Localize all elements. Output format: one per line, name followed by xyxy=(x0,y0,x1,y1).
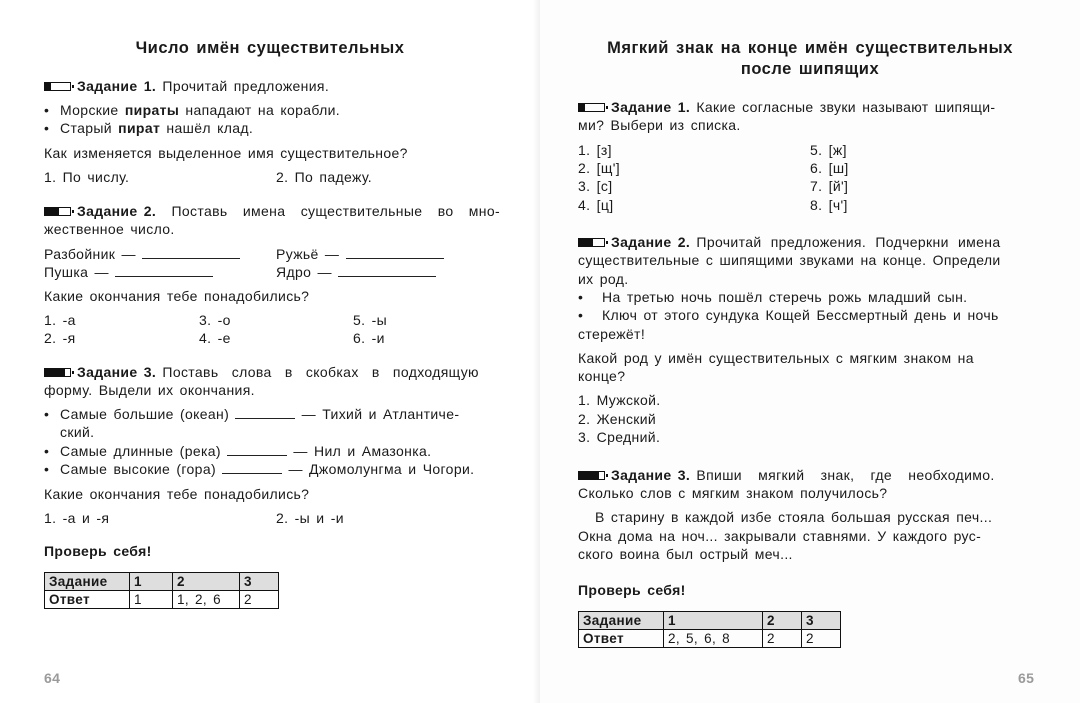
right-page xyxy=(540,0,1080,703)
question: Какие окончания тебе понадобились? xyxy=(44,288,310,304)
option[interactable]: 4. [ц] xyxy=(578,197,614,213)
task-3 xyxy=(578,466,995,485)
table-cell: Задание xyxy=(579,612,664,630)
sentence: • Морские пираты нападают на корабли. xyxy=(44,101,340,120)
passage-line[interactable]: Окна дома на ноч... закрывали ставнями. У каждого рус- xyxy=(578,528,982,544)
difficulty-battery-icon xyxy=(578,103,605,112)
task-2 xyxy=(578,233,1000,252)
page-title-cont: после шипящих xyxy=(740,60,880,78)
sentence-cont: стережёт! xyxy=(578,326,646,342)
table-cell: 1 xyxy=(130,591,173,609)
check-title: Проверь себя! xyxy=(44,543,152,559)
table-row xyxy=(579,630,841,648)
task-label: Задание 2. xyxy=(611,234,691,251)
option[interactable]: 6. -и xyxy=(353,330,385,346)
option[interactable]: 7. [й'] xyxy=(810,178,849,194)
table-cell: Ответ xyxy=(45,591,130,609)
table-cell: 3 xyxy=(240,573,279,591)
option[interactable]: 1. [з] xyxy=(578,142,612,158)
option[interactable]: 5. -ы xyxy=(353,312,388,328)
table-cell: 3 xyxy=(802,612,841,630)
sentence: • Ключ от этого сундука Кощей Бессмертный день и ночь xyxy=(578,306,999,325)
option[interactable]: 5. [ж] xyxy=(810,142,847,158)
option[interactable]: 2. -я xyxy=(44,330,76,346)
passage-line[interactable]: ского воина был острый меч... xyxy=(578,546,793,562)
page-number: 64 xyxy=(44,670,61,686)
difficulty-battery-icon xyxy=(44,207,71,216)
difficulty-battery-icon xyxy=(44,368,71,377)
task-text-cont: жественное число. xyxy=(44,221,175,237)
option[interactable]: 3. Средний. xyxy=(578,429,661,445)
question-cont: конце? xyxy=(578,368,626,384)
table-cell: 2 xyxy=(173,573,240,591)
option[interactable]: 1. -а xyxy=(44,312,76,328)
table-cell: 2 xyxy=(802,630,841,648)
task-1 xyxy=(578,98,995,117)
task-text: Какие согласные звуки называют шипящи- xyxy=(696,99,996,115)
option[interactable]: 1. -а и -я xyxy=(44,510,110,526)
option[interactable]: 2. [щ'] xyxy=(578,160,620,176)
sentence: • Старый пират нашёл клад. xyxy=(44,119,253,138)
task-text-cont: ми? Выбери из списка. xyxy=(578,117,741,133)
word-with-blank[interactable]: Разбойник — xyxy=(44,245,240,264)
task-label: Задание 3. xyxy=(611,467,691,484)
option[interactable]: 3. [с] xyxy=(578,178,613,194)
question: Как изменяется выделенное имя существительное? xyxy=(44,145,408,161)
table-cell: 1 xyxy=(130,573,173,591)
task-text-cont: существительные с шипящими звуками на конце. Определи xyxy=(578,252,1001,268)
task-text-cont: форму. Выдели их окончания. xyxy=(44,382,255,398)
table-cell: 2 xyxy=(763,612,802,630)
task-3 xyxy=(44,363,479,382)
question: Какие окончания тебе понадобились? xyxy=(44,486,310,502)
page-title: Число имён существительных xyxy=(135,39,405,57)
option[interactable]: 1. По числу. xyxy=(44,169,130,185)
fill-in-item[interactable]: • Самые большие (океан) — Тихий и Атлантиче- xyxy=(44,405,459,424)
table-cell: 2, 5, 6, 8 xyxy=(664,630,763,648)
answer-table xyxy=(578,611,841,648)
fill-in-item[interactable]: • Самые длинные (река) — Нил и Амазонка. xyxy=(44,442,431,461)
option[interactable]: 4. -е xyxy=(199,330,231,346)
task-label: Задание 1. xyxy=(611,99,691,116)
question: Какой род у имён существительных с мягким знаком на xyxy=(578,350,974,366)
page-number: 65 xyxy=(1018,670,1035,686)
table-cell: 2 xyxy=(763,630,802,648)
option[interactable]: 6. [ш] xyxy=(810,160,849,176)
fill-in-item-cont: ский. xyxy=(60,424,95,440)
option[interactable]: 2. -ы и -и xyxy=(276,510,344,526)
difficulty-battery-icon xyxy=(578,471,605,480)
task-2 xyxy=(44,202,500,221)
page-title: Мягкий знак на конце имён существительных xyxy=(607,39,1013,57)
table-row xyxy=(579,612,841,630)
option[interactable]: 3. -о xyxy=(199,312,231,328)
task-label: Задание 3. xyxy=(77,364,157,381)
difficulty-battery-icon xyxy=(578,238,605,247)
table-cell: 1, 2, 6 xyxy=(173,591,240,609)
sentence: • На третью ночь пошёл стеречь рожь младший сын. xyxy=(578,288,967,307)
option[interactable]: 2. По падежу. xyxy=(276,169,373,185)
fill-in-item[interactable]: • Самые высокие (гора) — Джомолунгма и Чогори. xyxy=(44,460,474,479)
answer-table xyxy=(44,572,279,609)
table-cell: Задание xyxy=(45,573,130,591)
task-text-cont: их род. xyxy=(578,271,629,287)
table-cell: 2 xyxy=(240,591,279,609)
word-with-blank[interactable]: Пушка — xyxy=(44,263,213,282)
task-text: Поставь имена существительные во мно- xyxy=(171,203,500,219)
table-row xyxy=(45,573,279,591)
task-text-cont: Сколько слов с мягким знаком получилось? xyxy=(578,485,888,501)
task-text: Впиши мягкий знак, где необходимо. xyxy=(696,467,995,483)
check-title: Проверь себя! xyxy=(578,582,686,598)
option[interactable]: 8. [ч'] xyxy=(810,197,848,213)
table-cell: Ответ xyxy=(579,630,664,648)
word-with-blank[interactable]: Ядро — xyxy=(276,263,436,282)
task-label: Задание 2. xyxy=(77,203,157,220)
passage-line[interactable]: В старину в каждой избе стояла большая русская печ... xyxy=(595,509,993,525)
word-with-blank[interactable]: Ружьё — xyxy=(276,245,444,264)
task-label: Задание 1. xyxy=(77,78,157,95)
task-text: Прочитай предложения. Подчеркни имена xyxy=(696,234,1001,250)
table-row xyxy=(45,591,279,609)
task-1 xyxy=(44,77,329,96)
option[interactable]: 2. Женский xyxy=(578,411,657,427)
task-text: Поставь слова в скобках в подходящую xyxy=(162,364,479,380)
task-text: Прочитай предложения. xyxy=(162,78,330,94)
table-cell: 1 xyxy=(664,612,763,630)
option[interactable]: 1. Мужской. xyxy=(578,392,661,408)
difficulty-battery-icon xyxy=(44,82,71,91)
